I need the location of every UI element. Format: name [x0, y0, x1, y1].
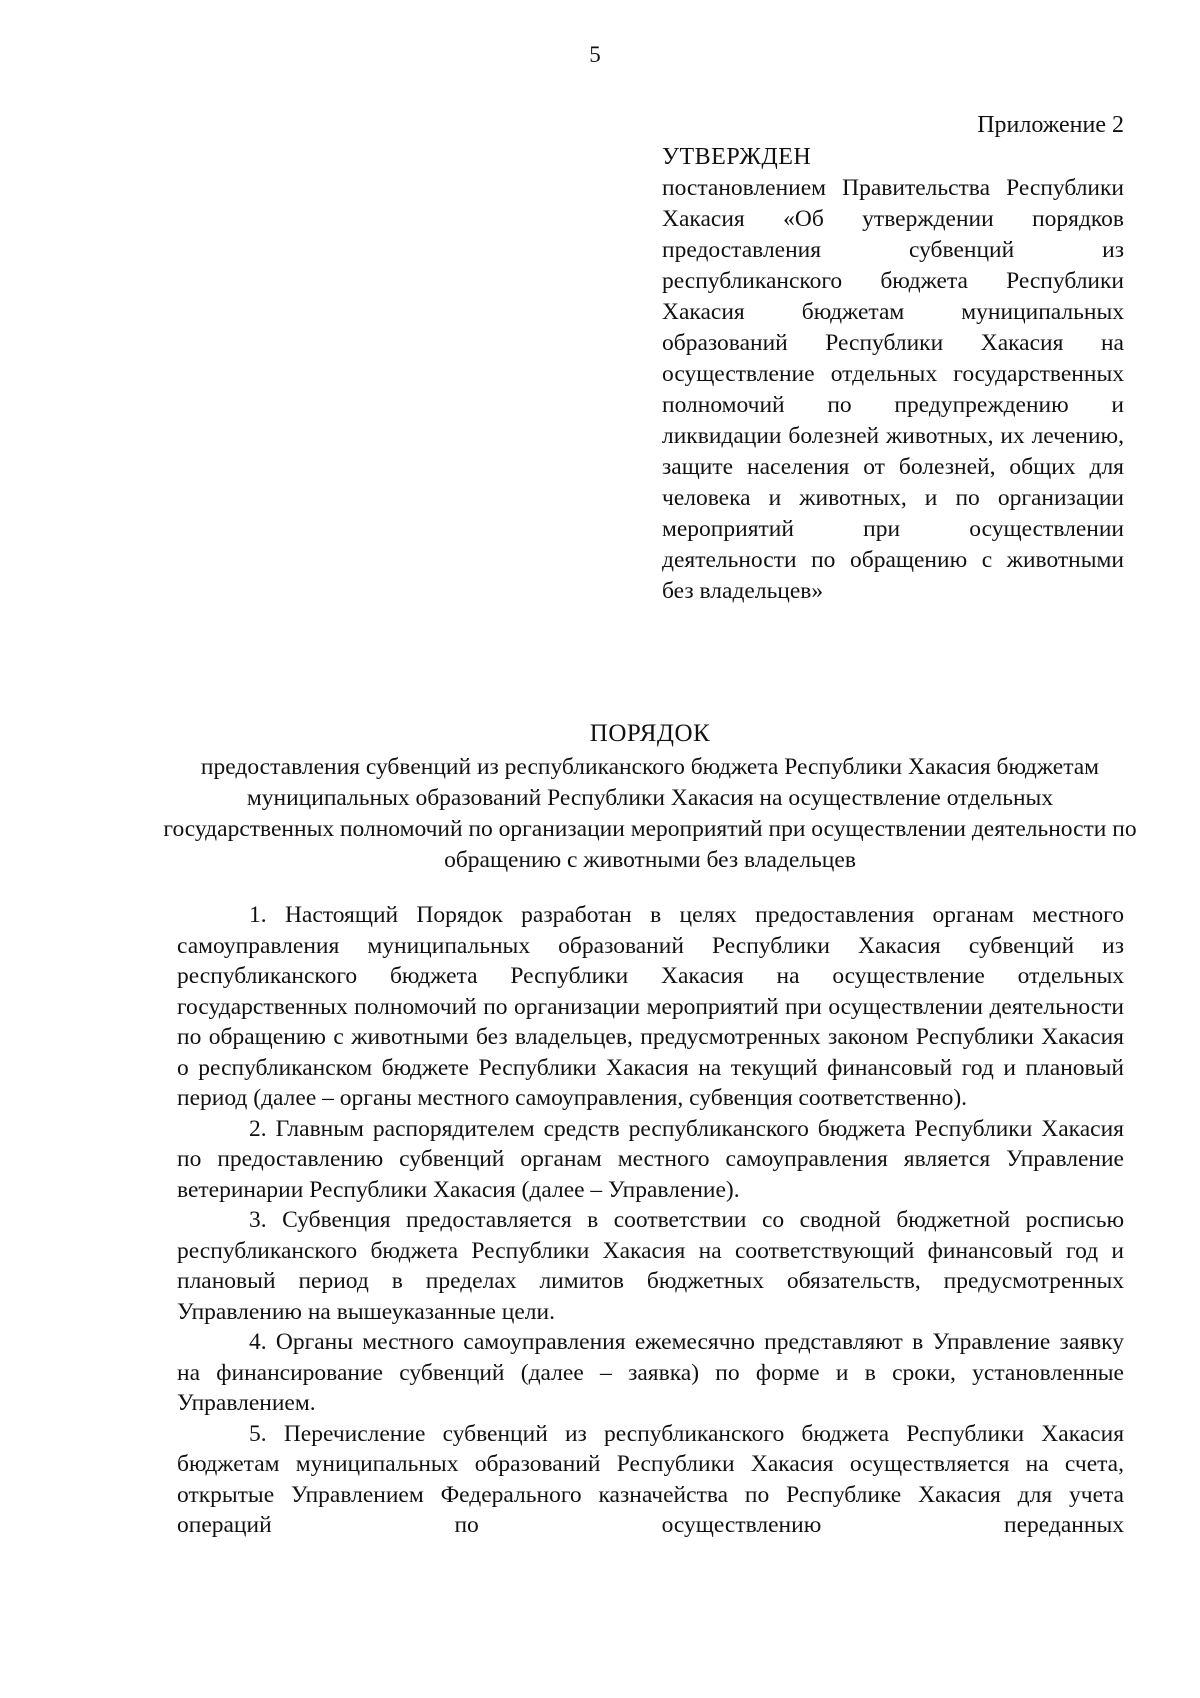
- appendix-label: Приложение 2: [977, 112, 1124, 138]
- document-title: ПОРЯДОК: [589, 720, 711, 747]
- approval-title: УТВЕРЖДЕН: [662, 144, 812, 170]
- page-number: 5: [589, 42, 601, 67]
- document-body: [177, 900, 1124, 1541]
- paragraph-5: 5. Перечисление субвенций из республиканского бюджета Республики Хакасия бюджетам муниципальных образований Республики Хакасия осуществляется на счета, открытые Управлением Федерального казначейства по Республике Хакасия для учета операций по осуществлению переданных: [177, 1420, 1124, 1538]
- document-subtitle: предоставления субвенций из республиканского бюджета Республики Хакасия бюджетам муниципальных образований Республики Хакасия на осуществление отдельных государственных полномочий по организации мероприятий при осуществлении деятельности по обращению с животными без владельцев: [163, 754, 1137, 873]
- paragraph-4: 4. Органы местного самоуправления ежемесячно представляют в Управление заявку на финансирование субвенций (далее – заявка) по форме и в сроки, установленные Управлением.: [177, 1329, 1124, 1416]
- approval-block: [662, 142, 1124, 607]
- paragraph-2: 2. Главным распорядителем средств республиканского бюджета Республики Хакасия по предоставлению субвенций органам местного самоуправления является Управление ветеринарии Республики Хакасия (далее – Управление).: [177, 1115, 1124, 1203]
- paragraph-3: 3. Субвенция предоставляется в соответствии со сводной бюджетной росписью республиканского бюджета Республики Хакасия на соответствующий финансовый год и плановый период в пределах лимитов бюджетных обязательств, предусмотренных Управлению на вышеуказанные цели.: [177, 1207, 1124, 1325]
- approval-text: постановлением Правительства Республики Хакасия «Об утверждении порядков предоставления субвенций из республиканского бюджета Республики Хакасия бюджетам муниципальных образований Республики Хакасия на осуществление отдельных государственных полномочий по предупреждению и ликвидации болезней животных, их лечению, защите населения от болезней, общих для человека и животных, и по организации мероприятий при осуществлении деятельности по обращению с животными без владельцев»: [662, 175, 1124, 604]
- paragraph-1: 1. Настоящий Порядок разработан в целях предоставления органам местного самоуправления муниципальных образований Республики Хакасия субвенций из республиканского бюджета Республики Хакасия на осуществление отдельных государственных полномочий по организации мероприятий при осуществлении деятельности по обращению с животными без владельцев, предусмотренных законом Республики Хакасия о республиканском бюджете Республики Хакасия на текущий финансовый год и плановый период (далее – органы местного самоуправления, субвенция соответственно).: [177, 902, 1124, 1111]
